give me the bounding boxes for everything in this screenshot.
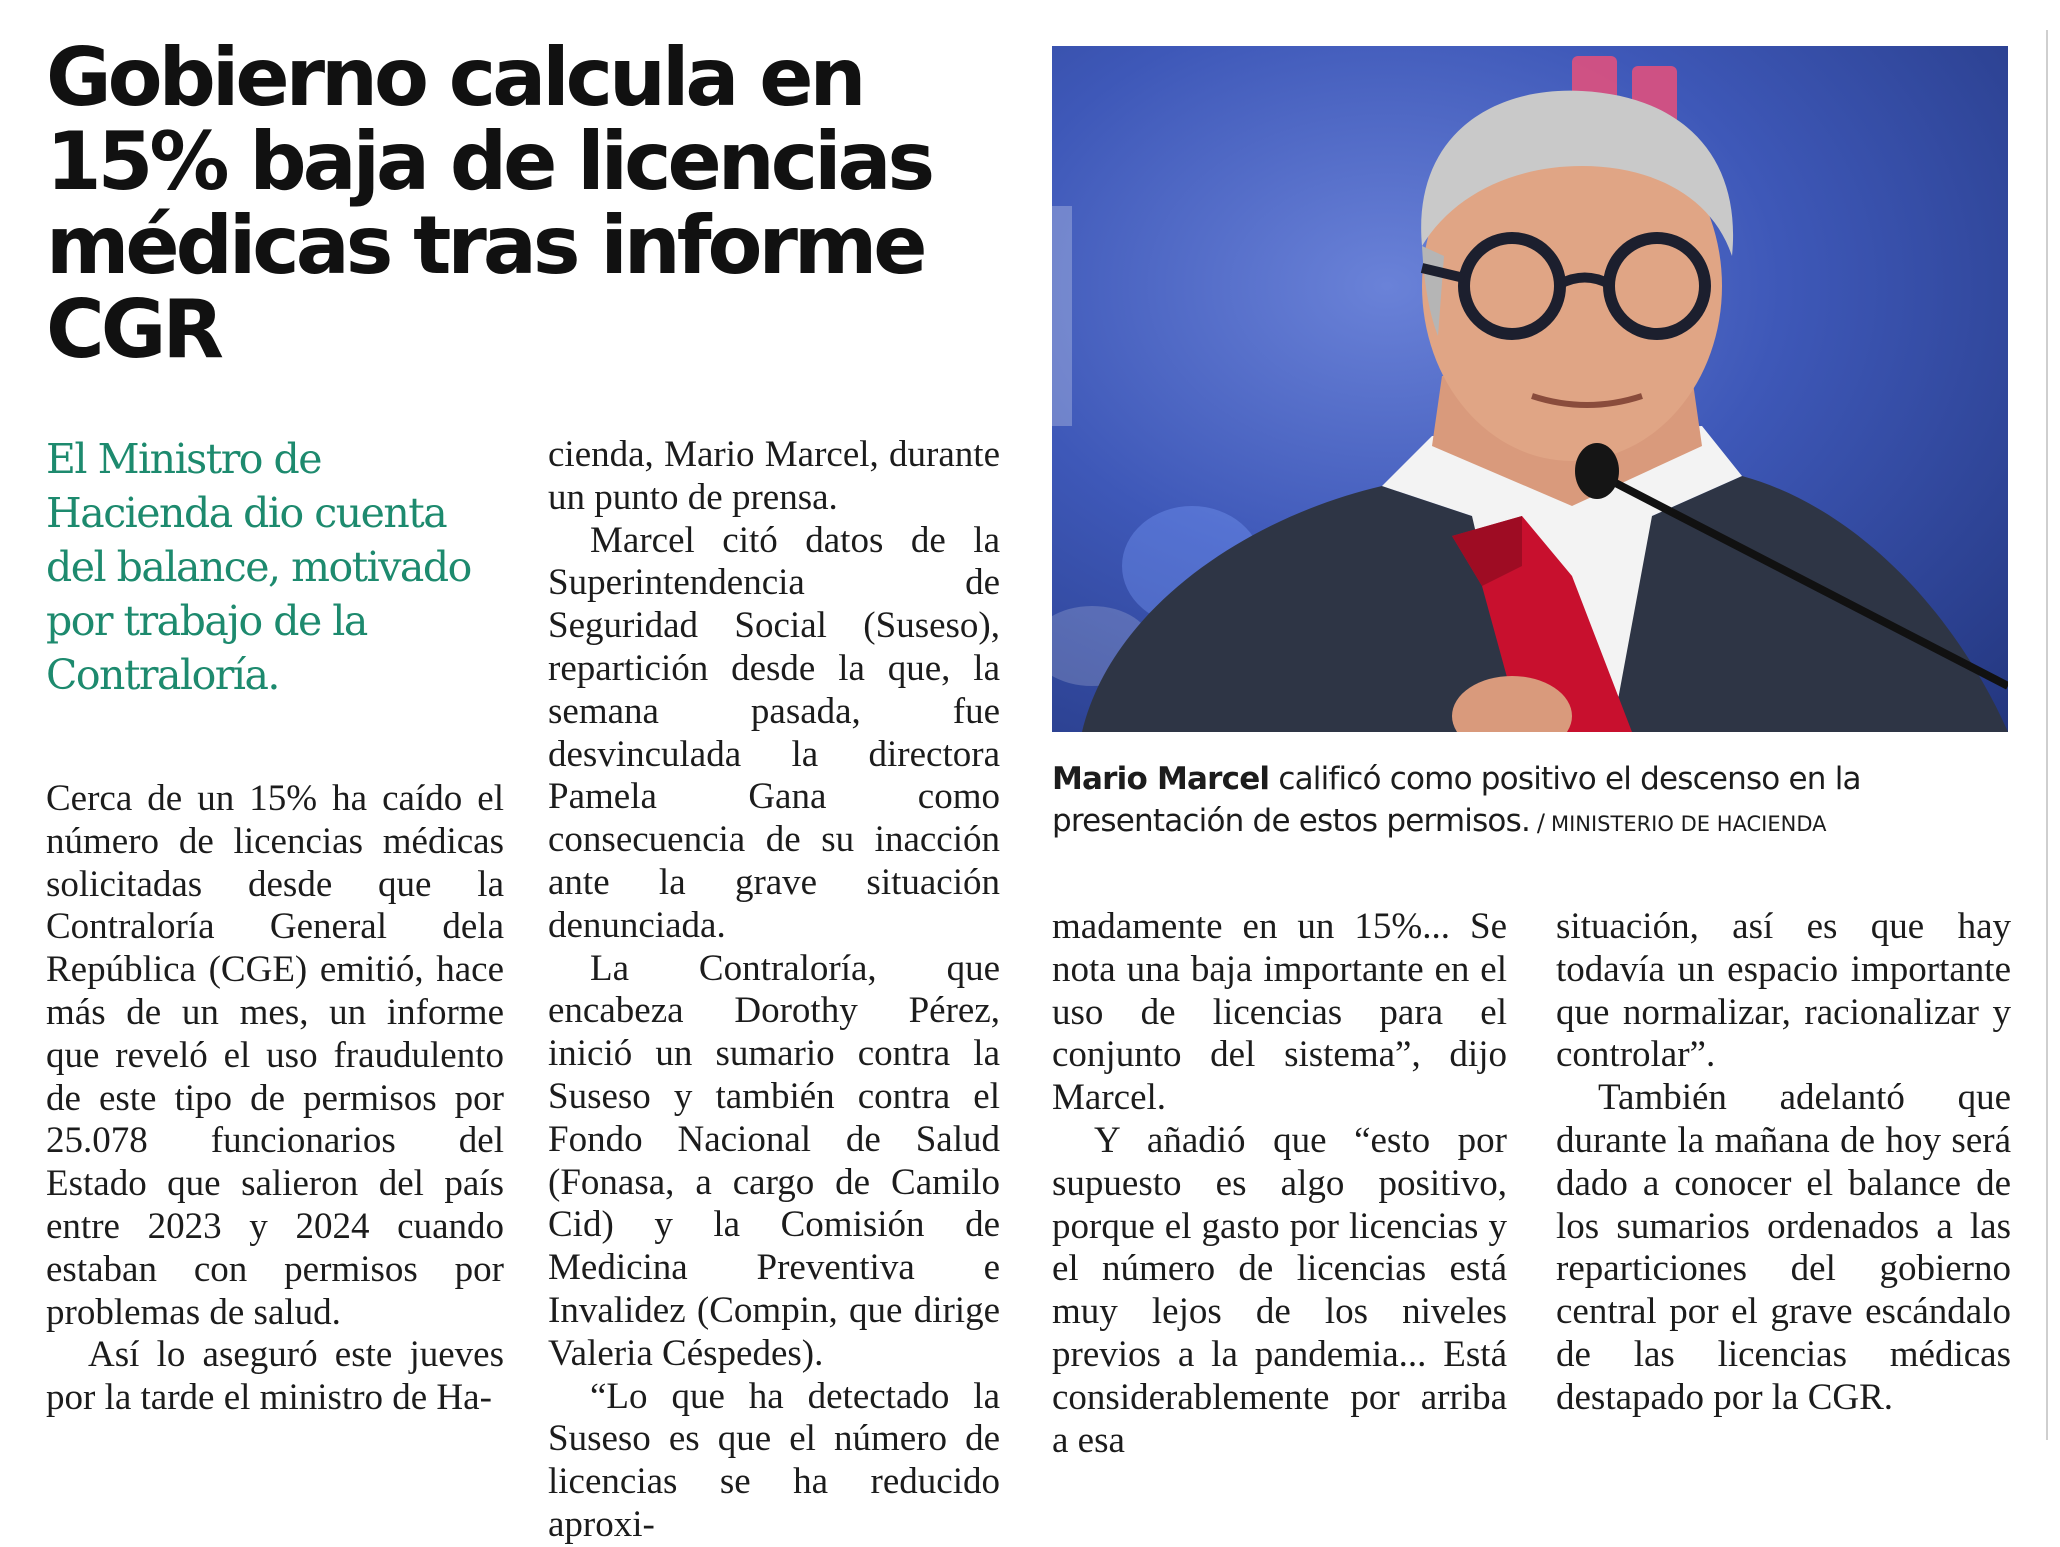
article-column-2 [548, 434, 1000, 1547]
paragraph: Cerca de un 15% ha caído el número de licencias médicas solicitadas desde que la Contraloría General dela República (CGE) emitió, hace más de un mes, un informe que reveló el uso fraudulento de este tipo de permisos por 25.078 funcionarios del Estado que salieron del país entre 2023 y 2024 cuando estaban con permisos por problemas de salud. [46, 778, 504, 1333]
paragraph: La Contraloría, que encabeza Dorothy Pérez, inició un sumario contra la Suseso y también contra el Fondo Nacional de Salud (Fonasa, a cargo de Camilo Cid) y la Comisión de Medicina Preventiva e Invalidez (Compin, que dirige Valeria Céspedes). [548, 947, 1000, 1374]
article-column-1 [46, 778, 504, 1420]
article-deck: El Ministro de Hacienda dio cuenta del balance, motivado por trabajo de la Contraloría. [46, 435, 471, 699]
paragraph: Así lo aseguró este jueves por la tarde el ministro de Ha- [46, 1334, 504, 1419]
caption-separator: / [1530, 809, 1551, 837]
paragraph: También adelantó que durante la mañana de hoy será dado a conocer el balance de los sumarios ordenados a las reparticiones del gobierno central por el grave escándalo de las licencias médicas destapado por la CGR. [1556, 1077, 2011, 1418]
caption-name: Mario Marcel [1052, 761, 1270, 797]
caption-text: calificó como positivo el descenso en la presentación de estos permisos. [1052, 761, 1861, 839]
article-column-3 [1052, 906, 1507, 1462]
paragraph: cienda, Mario Marcel, durante un punto de prensa. [548, 434, 1000, 518]
photo-credit: MINISTERIO DE HACIENDA [1550, 812, 1827, 836]
photo-caption [1052, 758, 2012, 845]
paragraph: situación, así es que hay todavía un espacio importante que normalizar, racionalizar y controlar”. [1556, 906, 2011, 1076]
article-column-4 [1556, 906, 2011, 1420]
portrait-illustration [1052, 46, 2008, 732]
paragraph: Y añadió que “esto por supuesto es algo positivo, porque el gasto por licencias y el número de licencias está muy lejos de los niveles previos a la pandemia... Está considerablemente por arriba a esa [1052, 1119, 1507, 1461]
page-edge-rule [2046, 30, 2048, 1440]
paragraph: “Lo que ha detectado la Suseso es que el número de licencias se ha reducido aproxi- [548, 1375, 1000, 1545]
paragraph: Marcel citó datos de la Superintendencia de Seguridad Social (Suseso), repartición desde la que, la semana pasada, fue desvinculada la directora Pamela Gana como consecuencia de su inacción ante la grave situación denunciada. [548, 519, 1000, 946]
paragraph: madamente en un 15%... Se nota una baja importante en el uso de licencias para el conjunto del sistema”, dijo Marcel. [1052, 906, 1507, 1119]
article-headline: Gobierno calcula en 15% baja de licencias médicas tras informe CGR [46, 31, 932, 376]
article-photo [1052, 46, 2008, 732]
